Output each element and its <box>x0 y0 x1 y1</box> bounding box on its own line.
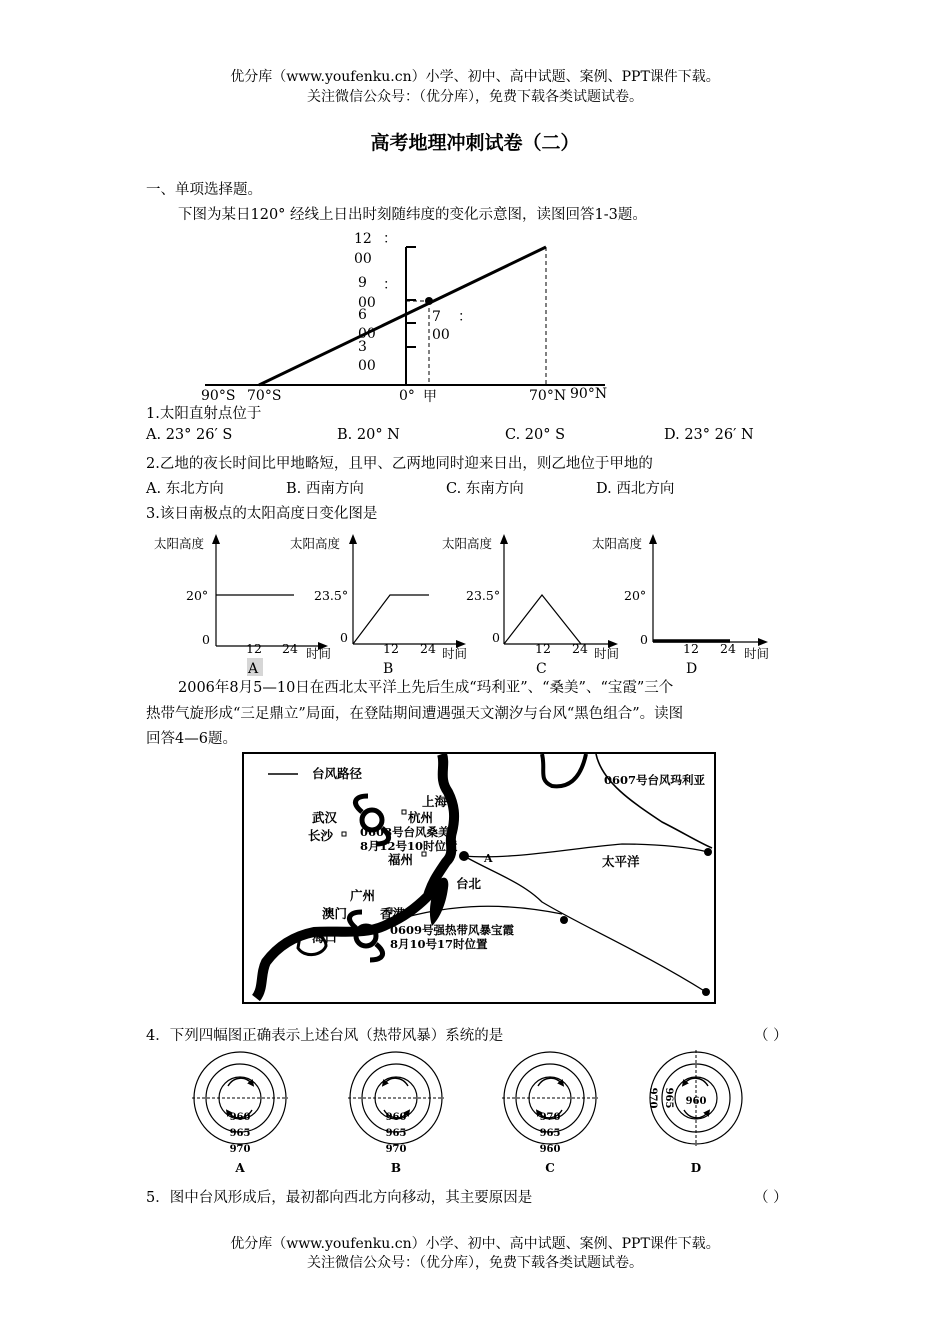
tick-3-m: 00 <box>358 358 376 374</box>
label-changsha: 长沙 <box>308 828 334 843</box>
tick-9-m: 00 <box>358 295 376 311</box>
graph-c[interactable] <box>442 534 619 677</box>
graph-a-zero: 0 <box>202 632 210 647</box>
graph-c-letter: C <box>536 661 547 677</box>
header-line-2: 关注微信公众号：（优分库），免费下载各类试题试卷。 <box>307 89 643 105</box>
diagram-b-middle: 965 <box>385 1128 407 1139</box>
tick-12-h: 12 <box>354 231 372 247</box>
diagram-d-inner: 960 <box>685 1096 707 1107</box>
diagram-d[interactable] <box>647 1050 742 1175</box>
diagram-c-inner: 970 <box>539 1112 561 1123</box>
tick-9-h: 9 <box>358 275 367 291</box>
graph-b-x12: 12 <box>383 641 399 656</box>
label-guangzhou: 广州 <box>350 888 376 903</box>
header-line-1: 优分库（www.youfenku.cn）小学、初中、高中试题、案例、PPT课件下载。 <box>230 69 720 85</box>
diagram-b[interactable] <box>348 1052 444 1175</box>
q1-option-a[interactable]: A. 23° 26′ S <box>146 427 233 443</box>
diagram-a-middle: 965 <box>229 1128 251 1139</box>
q1-option-c[interactable]: C. 20° S <box>505 427 566 443</box>
graph-a-letter: A <box>248 661 259 677</box>
q1-option-b[interactable]: B. 20° N <box>337 427 400 443</box>
q2-option-d[interactable]: D. 西北方向 <box>596 481 675 497</box>
tick-colon: ： <box>458 309 472 325</box>
q3-stem: 3.该日南极点的太阳高度日变化图是 <box>146 506 378 522</box>
point-jia <box>425 297 433 305</box>
intro-q4-6-line3: 回答4—6题。 <box>146 731 237 747</box>
label-baoxia-1: 0609号强热带风暴宝霞 <box>390 923 515 937</box>
label-sangmei-1: 0608号台风桑美 <box>360 825 450 839</box>
x-label-jia: 甲 <box>423 389 437 405</box>
q4-pressure-diagrams <box>188 1046 768 1181</box>
label-macau: 澳门 <box>322 906 348 921</box>
graph-a-x24: 24 <box>282 641 298 656</box>
diagram-c[interactable] <box>502 1052 598 1175</box>
diagram-a[interactable] <box>192 1052 288 1175</box>
q2-option-b[interactable]: B. 西南方向 <box>286 481 364 497</box>
label-point-a: A <box>484 852 493 865</box>
label-hongkong: 香港 <box>380 906 406 921</box>
label-haikou: 海口 <box>312 930 338 945</box>
graph-b-zero: 0 <box>340 630 348 645</box>
graph-c-x12: 12 <box>535 641 551 656</box>
tick-6-m: 00 <box>358 326 376 342</box>
diagram-b-outer: 970 <box>385 1144 407 1155</box>
diagram-c-middle: 965 <box>539 1128 561 1139</box>
section-heading: 一、单项选择题。 <box>146 182 262 198</box>
footer-line-2: 关注微信公众号：（优分库），免费下载各类试题试卷。 <box>307 1255 643 1271</box>
diagram-c-letter: C <box>545 1161 555 1175</box>
graph-d-xlabel: 时间 <box>744 646 770 661</box>
graph-d-x12: 12 <box>683 641 699 656</box>
diagram-b-inner: 960 <box>385 1112 407 1123</box>
x-label-70s: 70°S <box>247 388 282 404</box>
point-label-m: 00 <box>432 327 450 343</box>
label-pacific: 太平洋 <box>602 854 640 869</box>
q5-answer-paren[interactable]: （ ） <box>754 1190 788 1206</box>
graph-d-ylabel: 太阳高度 <box>592 536 643 551</box>
x-label-0: 0° <box>399 388 415 404</box>
tick-colon: ： <box>383 277 397 293</box>
diagram-b-letter: B <box>390 1161 402 1175</box>
graph-a-xlabel: 时间 <box>306 646 332 661</box>
diagram-a-inner: 960 <box>229 1112 251 1123</box>
q5-stem: 5．图中台风形成后，最初都向西北方向移动，其主要原因是 <box>146 1190 533 1206</box>
q2-stem: 2.乙地的夜长时间比甲地略短，且甲、乙两地同时迎来日出，则乙地位于甲地的 <box>146 456 653 472</box>
graph-d-zero: 0 <box>640 632 648 647</box>
graph-b-yval: 23.5° <box>314 588 349 603</box>
label-shanghai: 上海 <box>422 794 448 809</box>
tick-colon: ： <box>383 231 397 247</box>
tick-3-h: 3 <box>358 339 367 355</box>
diagram-a-letter: A <box>235 1161 245 1175</box>
label-baoxia-2: 8月10号17时位置 <box>390 937 488 951</box>
typhoon-map <box>242 752 716 1004</box>
diagram-c-outer: 960 <box>539 1144 561 1155</box>
page-title: 高考地理冲刺试卷（二） <box>370 132 580 154</box>
graph-a-ylabel: 太阳高度 <box>154 536 205 551</box>
label-maria: 0607号台风玛利亚 <box>604 773 706 787</box>
label-fuzhou: 福州 <box>388 852 414 867</box>
map-legend: 台风路径 <box>312 766 363 781</box>
q4-answer-paren[interactable]: （ ） <box>754 1028 788 1044</box>
graph-c-ylabel: 太阳高度 <box>442 536 493 551</box>
graph-c-xlabel: 时间 <box>594 646 620 661</box>
tick-12-m: 00 <box>354 251 372 267</box>
graph-a[interactable] <box>154 534 331 677</box>
graph-c-zero: 0 <box>492 630 500 645</box>
graph-c-yval: 23.5° <box>466 588 501 603</box>
point-label-h: 7 <box>432 309 441 325</box>
q1-option-d[interactable]: D. 23° 26′ N <box>664 427 754 443</box>
x-label-90n: 90°N <box>570 386 608 402</box>
q1-stem: 1.太阳直射点位于 <box>146 406 262 422</box>
label-wuhan: 武汉 <box>312 810 338 825</box>
diagram-d-outer: 970 <box>647 1087 658 1109</box>
diagram-a-outer: 970 <box>229 1144 251 1155</box>
intro-q4-6-line1: 2006年8月5—10日在西北太平洋上先后生成“玛利亚”、“桑美”、“宝霞”三个 <box>178 680 674 696</box>
sunrise-line <box>259 247 546 385</box>
graph-b-ylabel: 太阳高度 <box>290 536 341 551</box>
intro-q4-6-line2: 热带气旋形成“三足鼎立”局面，在登陆期间遭遇强天文潮汐与台风“黑色组合”。读图 <box>146 706 684 722</box>
label-sangmei-2: 8月12号10时位置 <box>360 839 458 853</box>
tick-6-h: 6 <box>358 307 367 323</box>
sunrise-latitude-figure <box>195 225 615 405</box>
graph-b-x24: 24 <box>420 641 436 656</box>
intro-q1-3: 下图为某日120° 经线上日出时刻随纬度的变化示意图，读图回答1-3题。 <box>178 207 647 223</box>
graph-d-x24: 24 <box>720 641 736 656</box>
q2-option-c[interactable]: C. 东南方向 <box>446 481 524 497</box>
footer-line-1: 优分库（www.youfenku.cn）小学、初中、高中试题、案例、PPT课件下载。 <box>230 1236 720 1252</box>
graph-a-x12: 12 <box>246 641 262 656</box>
graph-d-letter: D <box>686 661 698 677</box>
diagram-d-letter: D <box>690 1161 702 1175</box>
graph-d-yval: 20° <box>624 588 647 603</box>
q2-option-a[interactable]: A. 东北方向 <box>146 481 224 497</box>
x-label-90s: 90°S <box>201 388 236 404</box>
graph-c-x24: 24 <box>572 641 588 656</box>
graph-b-letter: B <box>383 661 394 677</box>
graph-b-xlabel: 时间 <box>442 646 468 661</box>
q4-stem: 4．下列四幅图正确表示上述台风（热带风暴）系统的是 <box>146 1028 504 1044</box>
graph-a-yval: 20° <box>186 588 209 603</box>
x-label-70n: 70°N <box>529 388 567 404</box>
diagram-d-middle: 965 <box>663 1087 674 1109</box>
q3-graphs <box>140 528 790 678</box>
label-hangzhou: 杭州 <box>408 810 434 825</box>
label-taibei: 台北 <box>456 876 482 891</box>
